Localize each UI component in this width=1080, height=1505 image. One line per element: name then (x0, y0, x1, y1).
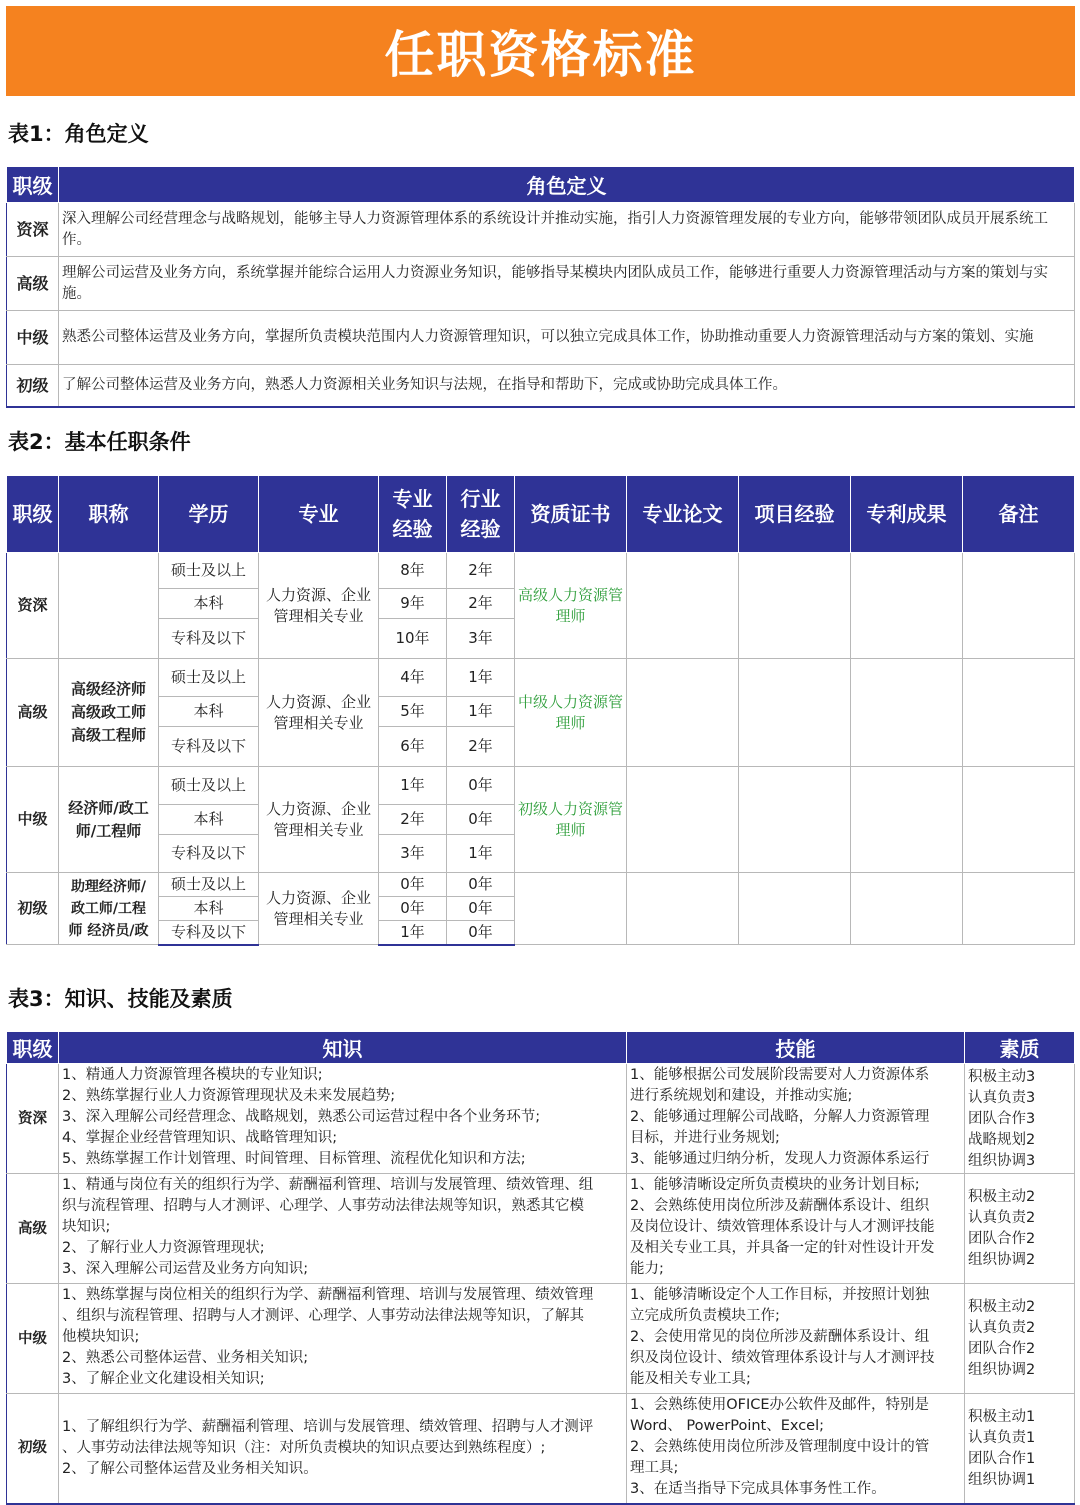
skills-cell: 1、能够清晰设定所负责模块的业务计划目标; 2、会熟练使用岗位所涉及薪酬体系设计、组织 及岗位设计、绩效管理体系设计与人才测评技能 及相关专业工具，并具备一定的针对性设计开发 能力; (627, 1174, 965, 1284)
level-cell: 中级 (7, 767, 59, 873)
table-row (7, 257, 1075, 311)
project-cell (739, 767, 851, 873)
education-cell: 硕士及以上 (159, 767, 259, 805)
ind-exp-cell: 0年 (447, 873, 515, 897)
pro-exp-cell: 4年 (379, 659, 447, 697)
table-row (7, 365, 1075, 407)
level-cell: 高级 (7, 1174, 59, 1284)
skills-cell: 1、能够根据公司发展阶段需要对人力资源体系 进行系统规划和建设，并推动实施; 2、能够通过理解公司战略，分解人力资源管理 目标，并进行业务规划; 3、能够通过归纳分析，发现人力资源体系运行 (627, 1064, 965, 1174)
header-certificate: 资质证书 (515, 476, 627, 553)
level-cell: 高级 (7, 257, 59, 311)
patents-cell (851, 767, 963, 873)
level-cell: 资深 (7, 1064, 59, 1174)
remarks-cell (963, 553, 1075, 659)
ind-exp-cell: 1年 (447, 835, 515, 873)
certificate-cell (515, 873, 627, 945)
table-row (7, 767, 1075, 805)
certificate-cell: 初级人力资源管理师 (515, 767, 627, 873)
certificate-cell: 高级人力资源管理师 (515, 553, 627, 659)
pro-exp-cell: 6年 (379, 727, 447, 767)
header-patents: 专利成果 (851, 476, 963, 553)
ind-exp-cell: 3年 (447, 619, 515, 659)
header-level: 职级 (7, 1032, 59, 1064)
level-cell: 高级 (7, 659, 59, 767)
table-row (7, 873, 1075, 897)
project-cell (739, 873, 851, 945)
pro-exp-cell: 3年 (379, 835, 447, 873)
ind-exp-cell: 2年 (447, 589, 515, 619)
table-row (7, 1064, 1075, 1174)
definition-cell: 熟悉公司整体运营及业务方向，掌握所负责模块范围内人力资源管理知识，可以独立完成具体工作，协助推动重要人力资源管理活动与方案的策划、实施 (59, 311, 1075, 365)
header-level: 职级 (7, 476, 59, 553)
remarks-cell (963, 767, 1075, 873)
education-cell: 硕士及以上 (159, 659, 259, 697)
table2-heading: 表2：基本任职条件 (8, 430, 191, 454)
pro-exp-cell: 2年 (379, 805, 447, 835)
table1-heading: 表1：角色定义 (8, 122, 149, 146)
knowledge-skills-table (6, 1031, 1075, 1505)
level-cell: 初级 (7, 365, 59, 407)
quality-cell: 积极主动3 认真负责3 团队合作3 战略规划2 组织协调3 (965, 1064, 1075, 1174)
header-project-experience: 项目经验 (739, 476, 851, 553)
table-row (7, 311, 1075, 365)
ind-exp-cell: 1年 (447, 659, 515, 697)
definition-cell: 了解公司整体运营及业务方向，熟悉人力资源相关业务知识与法规，在指导和帮助下，完成或协助完成具体工作。 (59, 365, 1075, 407)
ind-exp-cell: 0年 (447, 767, 515, 805)
education-cell: 本科 (159, 805, 259, 835)
header-quality: 素质 (965, 1032, 1075, 1064)
header-papers: 专业论文 (627, 476, 739, 553)
project-cell (739, 659, 851, 767)
education-cell: 专科及以下 (159, 727, 259, 767)
table3-heading: 表3：知识、技能及素质 (8, 987, 233, 1011)
education-cell: 专科及以下 (159, 921, 259, 945)
skills-cell: 1、会熟练使用OFICE办公软件及邮件，特别是 Word、 PowerPoint、Excel; 2、会熟练使用岗位所涉及管理制度中设计的管 理工具; 3、在适当指导下完成具体事务性工作。 (627, 1394, 965, 1504)
education-cell: 硕士及以上 (159, 873, 259, 897)
project-cell (739, 553, 851, 659)
major-cell: 人力资源、企业管理相关专业 (259, 767, 379, 873)
table-row (7, 1284, 1075, 1394)
header-major: 专业 (259, 476, 379, 553)
definition-cell: 深入理解公司经营理念与战略规划，能够主导人力资源管理体系的系统设计并推动实施，指引人力资源管理发展的专业方向，能够带领团队成员开展系统工作。 (59, 203, 1075, 257)
ind-exp-cell: 0年 (447, 897, 515, 921)
knowledge-cell: 1、精通人力资源管理各模块的专业知识; 2、熟练掌握行业人力资源管理现状及未来发展趋势; 3、深入理解公司经营理念、战略规划，熟悉公司运营过程中各个业务环节; 4、掌握企业经营管理知识、战略管理知识; 5、熟练掌握工作计划管理、时间管理、目标管理、流程优化知识和方法; (59, 1064, 627, 1174)
level-cell: 中级 (7, 311, 59, 365)
table-row (7, 659, 1075, 697)
table-row (7, 553, 1075, 589)
level-cell: 初级 (7, 873, 59, 945)
education-cell: 本科 (159, 589, 259, 619)
definition-cell: 理解公司运营及业务方向，系统掌握并能综合运用人力资源业务知识，能够指导某模块内团队成员工作，能够进行重要人力资源管理活动与方案的策划与实施。 (59, 257, 1075, 311)
pro-exp-cell: 1年 (379, 921, 447, 945)
patents-cell (851, 553, 963, 659)
knowledge-cell: 1、熟练掌握与岗位相关的组织行为学、薪酬福利管理、培训与发展管理、绩效管理 、组织与流程管理、招聘与人才测评、心理学、人事劳动法律法规等知识，了解其 他模块知识; 2、熟悉公司整体运营、业务相关知识; 3、了解企业文化建设相关知识; (59, 1284, 627, 1394)
pro-exp-cell: 10年 (379, 619, 447, 659)
header-skills: 技能 (627, 1032, 965, 1064)
education-cell: 本科 (159, 897, 259, 921)
education-cell: 硕士及以上 (159, 553, 259, 589)
major-cell: 人力资源、企业管理相关专业 (259, 873, 379, 945)
remarks-cell (963, 659, 1075, 767)
level-cell: 资深 (7, 203, 59, 257)
major-cell: 人力资源、企业管理相关专业 (259, 553, 379, 659)
pro-exp-cell: 1年 (379, 767, 447, 805)
page-title: 任职资格标准 (384, 26, 697, 84)
education-cell: 专科及以下 (159, 835, 259, 873)
header-professional-experience: 专业 经验 (379, 476, 447, 553)
header-education: 学历 (159, 476, 259, 553)
ind-exp-cell: 2年 (447, 553, 515, 589)
table-row (7, 1394, 1075, 1504)
basic-requirements-table (6, 475, 1075, 946)
patents-cell (851, 873, 963, 945)
title-banner (6, 6, 1075, 96)
quality-cell: 积极主动2 认真负责2 团队合作2 组织协调2 (965, 1284, 1075, 1394)
role-definition-table (6, 166, 1075, 408)
title-cell: 高级经济师 高级政工师 高级工程师 (59, 659, 159, 767)
level-cell: 初级 (7, 1394, 59, 1504)
ind-exp-cell: 1年 (447, 697, 515, 727)
education-cell: 专科及以下 (159, 619, 259, 659)
ind-exp-cell: 2年 (447, 727, 515, 767)
header-remarks: 备注 (963, 476, 1075, 553)
quality-cell: 积极主动2 认真负责2 团队合作2 组织协调2 (965, 1174, 1075, 1284)
major-cell: 人力资源、企业管理相关专业 (259, 659, 379, 767)
pro-exp-cell: 5年 (379, 697, 447, 727)
title-cell (59, 553, 159, 659)
patents-cell (851, 659, 963, 767)
quality-cell: 积极主动1 认真负责1 团队合作1 组织协调1 (965, 1394, 1075, 1504)
pro-exp-cell: 0年 (379, 873, 447, 897)
education-cell: 本科 (159, 697, 259, 727)
knowledge-cell: 1、精通与岗位有关的组织行为学、薪酬福利管理、培训与发展管理、绩效管理、组 织与流程管理、招聘与人才测评、心理学、人事劳动法律法规等知识，熟悉其它模 块知识; 2、了解行业人力资源管理现状; 3、深入理解公司运营及业务方向知识; (59, 1174, 627, 1284)
certificate-cell: 中级人力资源管理师 (515, 659, 627, 767)
header-level: 职级 (7, 167, 59, 203)
title-cell: 助理经济师/ 政工师/工程 师 经济员/政 (59, 873, 159, 945)
header-role-definition: 角色定义 (59, 167, 1075, 203)
header-knowledge: 知识 (59, 1032, 627, 1064)
ind-exp-cell: 0年 (447, 805, 515, 835)
level-cell: 中级 (7, 1284, 59, 1394)
header-industry-experience: 行业 经验 (447, 476, 515, 553)
papers-cell (627, 659, 739, 767)
table-row (7, 1174, 1075, 1284)
table-row (7, 203, 1075, 257)
papers-cell (627, 767, 739, 873)
papers-cell (627, 873, 739, 945)
level-cell: 资深 (7, 553, 59, 659)
remarks-cell (963, 873, 1075, 945)
pro-exp-cell: 8年 (379, 553, 447, 589)
papers-cell (627, 553, 739, 659)
header-title: 职称 (59, 476, 159, 553)
skills-cell: 1、能够清晰设定个人工作目标，并按照计划独 立完成所负责模块工作; 2、会使用常见的岗位所涉及薪酬体系设计、组 织及岗位设计、绩效管理体系设计与人才测评技 能及相关专业工具; (627, 1284, 965, 1394)
pro-exp-cell: 0年 (379, 897, 447, 921)
title-cell: 经济师/政工 师/工程师 (59, 767, 159, 873)
ind-exp-cell: 0年 (447, 921, 515, 945)
knowledge-cell: 1、了解组织行为学、薪酬福利管理、培训与发展管理、绩效管理、招聘与人才测评 、人事劳动法律法规等知识（注：对所负责模块的知识点要达到熟练程度）; 2、了解公司整体运营及业务相关知识。 (59, 1394, 627, 1504)
pro-exp-cell: 9年 (379, 589, 447, 619)
